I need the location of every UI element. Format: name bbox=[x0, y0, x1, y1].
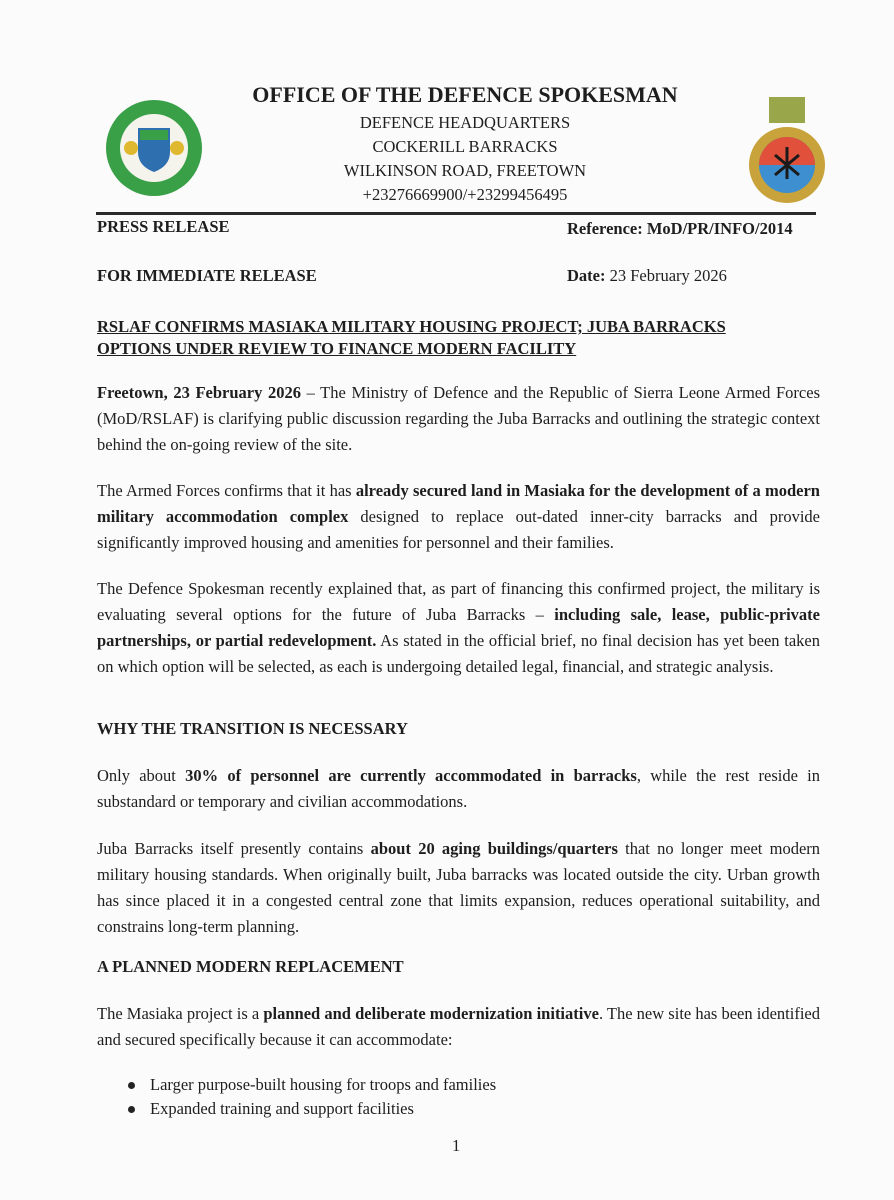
paragraph-juba-buildings bbox=[97, 836, 820, 940]
reference-value: MoD/PR/INFO/2014 bbox=[646, 219, 793, 238]
bold-text: Freetown, 23 February 2026 bbox=[97, 383, 301, 402]
text: . The new site has been identified and secured specifically because it can accommodate: bbox=[97, 1004, 820, 1049]
text: The Masiaka project is a bbox=[97, 1004, 264, 1023]
date-label: Date: bbox=[567, 266, 606, 285]
bold-text: 30% of personnel are currently accommodated in barracks bbox=[185, 766, 637, 785]
headline bbox=[97, 316, 827, 360]
section-heading: WHY THE TRANSITION IS NECESSARY bbox=[97, 719, 408, 738]
text: designed to replace out-dated inner-city barracks and provide significantly improved housing and amenities for personnel and their families. bbox=[97, 507, 820, 552]
text: The Defence Spokesman recently explained that, as part of financing this confirmed project, the military is evaluating several options for the future of Juba Barracks – bbox=[97, 579, 820, 624]
text: Only about bbox=[97, 766, 186, 785]
date-value: 23 February 2026 bbox=[609, 266, 727, 285]
reference-label: Reference: bbox=[567, 219, 643, 238]
immediate-release-label: FOR IMMEDIATE RELEASE bbox=[97, 266, 317, 285]
phone-numbers: +23276669900/+23299456495 bbox=[362, 185, 568, 204]
paragraph-intro bbox=[97, 380, 820, 458]
address-line: COCKERILL BARRACKS bbox=[372, 137, 558, 156]
bold-text: including sale, lease, public-private partnerships, or partial redevelopment. bbox=[97, 605, 820, 650]
bold-text: already secured land in Masiaka for the development of a modern military accommodation complex bbox=[97, 481, 820, 526]
facility-list bbox=[97, 1073, 820, 1121]
text: As stated in the official brief, no final decision has yet been taken on which option will be selected, as each is undergoing detailed legal, financial, and strategic analysis. bbox=[97, 631, 820, 676]
section-heading: A PLANNED MODERN REPLACEMENT bbox=[97, 957, 404, 976]
headline-line: OPTIONS UNDER REVIEW TO FINANCE MODERN FACILITY bbox=[97, 339, 577, 358]
text: Juba Barracks itself presently contains bbox=[97, 839, 371, 858]
list-item: Larger purpose-built housing for troops and families bbox=[97, 1073, 820, 1097]
headline-line: RSLAF CONFIRMS MASIAKA MILITARY HOUSING PROJECT; JUBA BARRACKS bbox=[97, 317, 726, 336]
press-release-label: PRESS RELEASE bbox=[97, 217, 230, 236]
text: The Armed Forces confirms that it has bbox=[97, 481, 356, 500]
address-line: WILKINSON ROAD, FREETOWN bbox=[343, 161, 587, 180]
text: , while the rest reside in substandard or temporary and civilian accommodations. bbox=[97, 766, 820, 811]
paragraph-options bbox=[97, 576, 820, 680]
paragraph-masiaka bbox=[97, 1001, 820, 1053]
paragraph-personnel bbox=[97, 763, 820, 815]
address-line: DEFENCE HEADQUARTERS bbox=[359, 113, 571, 132]
text: – The Ministry of Defence and the Republic of Sierra Leone Armed Forces (MoD/RSLAF) is clarifying public discussion regarding the Juba Barracks and outlining the strategic context behind the on-going review of the site. bbox=[97, 383, 820, 454]
text: that no longer meet modern military housing standards. When originally built, Juba barracks was located outside the city. Urban growth has since placed it in a congested central zone that limits expansion, reduces operational suitability, and constrains long-term planning. bbox=[97, 839, 821, 936]
list-item: Expanded training and support facilities bbox=[97, 1097, 820, 1121]
page-number: 1 bbox=[452, 1136, 461, 1155]
office-title: OFFICE OF THE DEFENCE SPOKESMAN bbox=[252, 82, 678, 107]
header-divider bbox=[96, 212, 816, 215]
bold-text: about 20 aging buildings/quarters bbox=[370, 839, 618, 858]
paragraph-land-secured bbox=[97, 478, 820, 556]
bold-text: planned and deliberate modernization initiative bbox=[263, 1004, 599, 1023]
